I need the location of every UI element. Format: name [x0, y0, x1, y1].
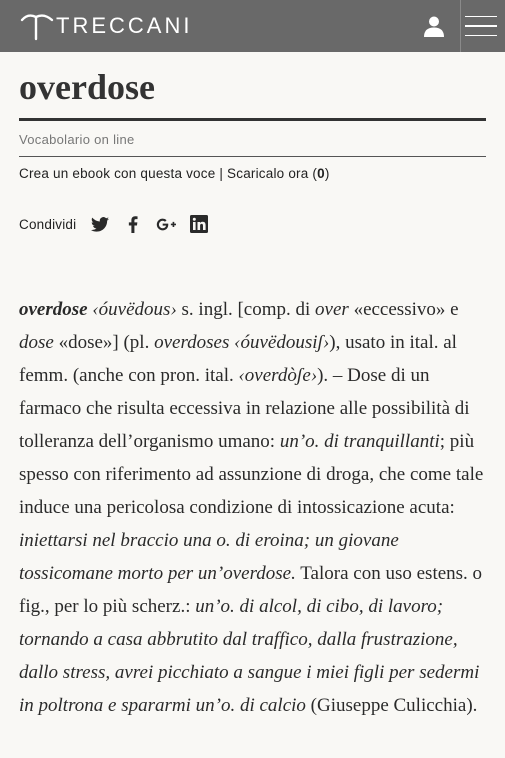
definition-text — [19, 293, 486, 722]
share-label: Condividi — [19, 216, 77, 232]
treccani-logo-mark-icon — [18, 11, 58, 41]
entry-text: ). – Dose di un farmaco che risulta eccessiva in relazione alle possibilità di tolleranza dell’organismo umano: — [19, 365, 470, 452]
main-content — [0, 52, 505, 722]
entry-text: ; più spesso con riferimento ad assunzione di droga, che come tale induce una pericolosa condizione di intossicazione acuta: — [19, 431, 484, 518]
twitter-icon[interactable] — [90, 214, 110, 234]
download-ebook-link[interactable] — [227, 166, 329, 181]
logo-text: TRECCANI — [56, 13, 193, 38]
hamburger-menu-icon[interactable] — [460, 0, 497, 52]
section-divider — [19, 156, 486, 157]
facebook-icon[interactable] — [123, 214, 143, 234]
entry-italic: ‹overdòʃe› — [238, 365, 318, 386]
title-divider — [19, 118, 486, 121]
entry-citation: (Giuseppe Culicchia). — [305, 695, 478, 716]
menu-line — [465, 16, 497, 18]
entry-text: s. ingl. [comp. di — [181, 299, 316, 320]
download-label: Scaricalo ora — [227, 166, 309, 181]
ebook-count: 0 — [317, 166, 325, 181]
menu-line — [465, 25, 497, 27]
entry-italic: over — [315, 299, 349, 320]
google-plus-icon[interactable] — [156, 214, 176, 234]
entry-text: ), usato in ital. al femm. (anche con pron. ital. — [19, 332, 457, 386]
entry-text: «dose»] (pl. — [53, 332, 155, 353]
count-close: ) — [324, 166, 330, 181]
user-icon[interactable] — [422, 14, 446, 38]
headword: overdose — [19, 299, 88, 320]
count-open: ( — [308, 166, 318, 181]
pronunciation: ‹óuvëdous› — [87, 299, 182, 320]
section-label: Vocabolario on line — [19, 132, 135, 147]
create-ebook-link[interactable]: Crea un ebook con questa voce — [19, 166, 216, 181]
entry-text: «eccessivo» e — [348, 299, 459, 320]
treccani-logo[interactable] — [18, 11, 192, 41]
menu-line — [465, 35, 497, 37]
top-actions — [422, 0, 497, 52]
page-title: overdose — [19, 67, 155, 107]
entry-text: Talora con uso estens. o fig., per lo più scherz.: — [19, 563, 483, 617]
share-bar — [19, 214, 486, 234]
entry-italic: dose — [19, 332, 54, 353]
ebook-bar — [19, 166, 486, 181]
entry-example: iniettarsi nel braccio una o. di eroina; un giovane tossicomane morto per un’overdose. — [19, 530, 399, 584]
entry-example: un’o. di tranquillanti — [279, 431, 440, 452]
entry-example: un’o. di alcol, di cibo, di lavoro; tornando a casa abbrutito dal traffico, dalla frustrazione, dallo stress, avrei picchiato a sangue i miei figli per sedermi in poltrona e spararmi un’o. di calcio — [19, 596, 480, 716]
entry-italic: overdoses ‹óuvëdousiʃ› — [154, 332, 330, 353]
linkedin-icon[interactable] — [189, 214, 209, 234]
ebook-separator: | — [215, 166, 228, 181]
top-bar — [0, 0, 505, 52]
